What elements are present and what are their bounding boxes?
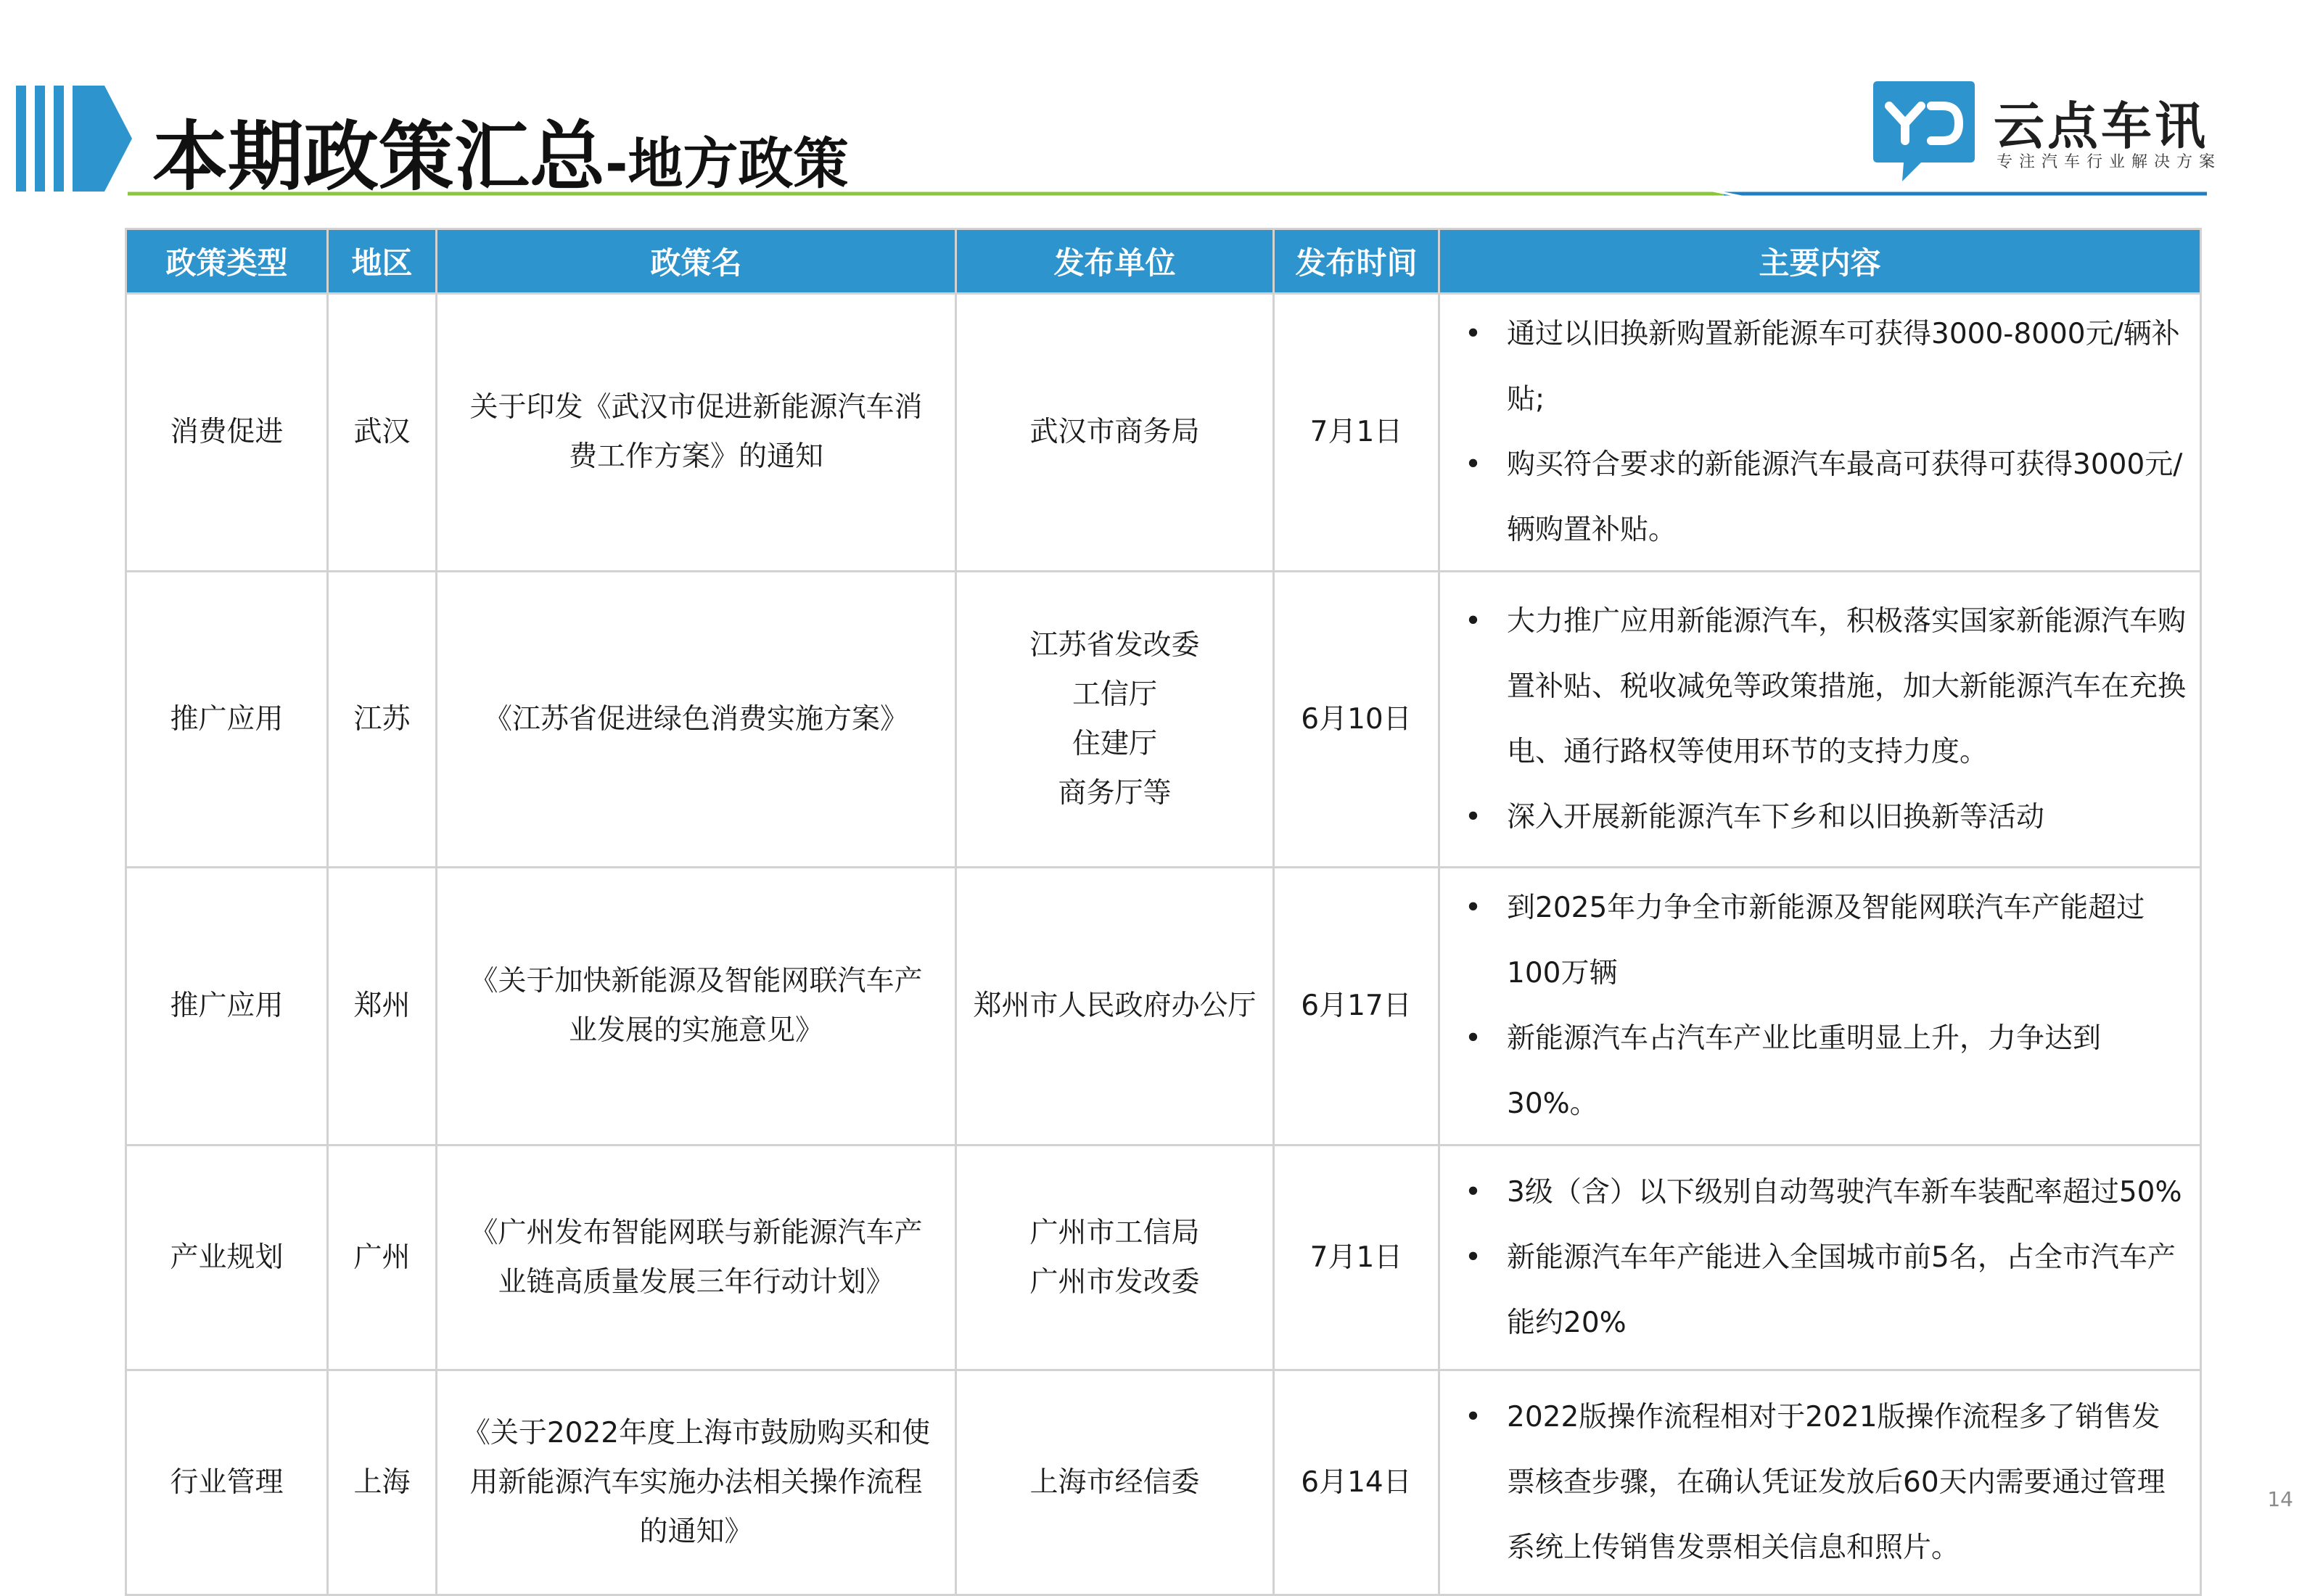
page-title-sub: -地方政策 bbox=[605, 131, 849, 196]
brand-tagline: 专注汽车行业解决方案 bbox=[1997, 153, 2222, 171]
cell-policy-name: 《广州发布智能网联与新能源汽车产业链高质量发展三年行动计划》 bbox=[437, 1145, 956, 1370]
table-row bbox=[126, 1370, 2201, 1595]
policy-table bbox=[125, 228, 2202, 1596]
cell-content bbox=[1439, 294, 2201, 572]
cell-region: 上海 bbox=[328, 1370, 437, 1595]
cell-content bbox=[1439, 868, 2201, 1145]
cell-date: 6月10日 bbox=[1274, 572, 1439, 868]
content-item: • 新能源汽车年产能进入全国城市前5名，占全市汽车产能约20% bbox=[1465, 1225, 2188, 1356]
cell-policy-name: 关于印发《武汉市促进新能源汽车消费工作方案》的通知 bbox=[437, 294, 956, 572]
header-region: 地区 bbox=[328, 229, 437, 294]
content-list bbox=[1465, 302, 2188, 563]
content-item: • 深入开展新能源汽车下乡和以旧换新等活动 bbox=[1465, 785, 2188, 850]
brand-name: 云点车讯 bbox=[1994, 96, 2208, 156]
cell-date: 7月1日 bbox=[1274, 1145, 1439, 1370]
cell-policy-name: 《关于加快新能源及智能网联汽车产业发展的实施意见》 bbox=[437, 868, 956, 1145]
cell-date: 6月17日 bbox=[1274, 868, 1439, 1145]
header-divider bbox=[128, 187, 2207, 200]
publisher-line: 商务厅等 bbox=[1058, 776, 1172, 810]
header-decoration-icon bbox=[16, 86, 132, 192]
cell-publisher bbox=[956, 294, 1274, 572]
table-row bbox=[126, 294, 2201, 572]
cell-policy-type: 产业规划 bbox=[126, 1145, 328, 1370]
cell-region: 郑州 bbox=[328, 868, 437, 1145]
cell-publisher bbox=[956, 572, 1274, 868]
page-title bbox=[152, 93, 849, 201]
table-row bbox=[126, 868, 2201, 1145]
page-number: 14 bbox=[2267, 1487, 2293, 1511]
content-list bbox=[1465, 876, 2188, 1137]
cell-region: 江苏 bbox=[328, 572, 437, 868]
content-item: • 新能源汽车占汽车产业比重明显上升，力争达到30%。 bbox=[1465, 1006, 2188, 1137]
cell-publisher bbox=[956, 1145, 1274, 1370]
header-content: 主要内容 bbox=[1439, 229, 2201, 294]
publisher-line: 住建厅 bbox=[1072, 727, 1157, 760]
table-row bbox=[126, 572, 2201, 868]
cell-date: 7月1日 bbox=[1274, 294, 1439, 572]
content-item: • 大力推广应用新能源汽车，积极落实国家新能源汽车购置补贴、税收减免等政策措施，加大新能源汽车在充换电、通行路权等使用环节的支持力度。 bbox=[1465, 589, 2188, 785]
cell-publisher bbox=[956, 868, 1274, 1145]
cell-policy-type: 推广应用 bbox=[126, 572, 328, 868]
content-item: • 购买符合要求的新能源汽车最高可获得可获得3000元/辆购置补贴。 bbox=[1465, 432, 2188, 563]
content-item: • 通过以旧换新购置新能源车可获得3000-8000元/辆补贴; bbox=[1465, 302, 2188, 432]
publisher-line: 武汉市商务局 bbox=[1029, 416, 1200, 448]
publisher-line: 广州市发改委 bbox=[1029, 1265, 1200, 1299]
publisher-line: 工信厅 bbox=[1072, 678, 1157, 711]
cell-policy-type: 行业管理 bbox=[126, 1370, 328, 1595]
cell-publisher bbox=[956, 1370, 1274, 1595]
publisher-line: 江苏省发改委 bbox=[1029, 628, 1200, 662]
header-publisher: 发布单位 bbox=[956, 229, 1274, 294]
brand-logo-icon bbox=[1870, 77, 1978, 186]
content-list bbox=[1465, 1385, 2188, 1581]
cell-policy-type: 推广应用 bbox=[126, 868, 328, 1145]
cell-content bbox=[1439, 572, 2201, 868]
content-item: • 3级（含）以下级别自动驾驶汽车新车装配率超过50% bbox=[1465, 1160, 2188, 1225]
content-item: • 到2025年力争全市新能源及智能网联汽车产能超过100万辆 bbox=[1465, 876, 2188, 1006]
publisher-line: 郑州市人民政府办公厅 bbox=[973, 990, 1257, 1022]
content-list bbox=[1465, 1160, 2188, 1356]
cell-region: 广州 bbox=[328, 1145, 437, 1370]
cell-date: 6月14日 bbox=[1274, 1370, 1439, 1595]
content-item: • 2022版操作流程相对于2021版操作流程多了销售发票核查步骤，在确认凭证发放后60天内需要通过管理系统上传销售发票相关信息和照片。 bbox=[1465, 1385, 2188, 1581]
table-row bbox=[126, 1145, 2201, 1370]
header-policy-name: 政策名 bbox=[437, 229, 956, 294]
cell-policy-type: 消费促进 bbox=[126, 294, 328, 572]
table-header-row bbox=[126, 229, 2201, 294]
cell-policy-name: 《关于2022年度上海市鼓励购买和使用新能源汽车实施办法相关操作流程的通知》 bbox=[437, 1370, 956, 1595]
cell-content bbox=[1439, 1145, 2201, 1370]
header-policy-type: 政策类型 bbox=[126, 229, 328, 294]
cell-policy-name: 《江苏省促进绿色消费实施方案》 bbox=[437, 572, 956, 868]
cell-content bbox=[1439, 1370, 2201, 1595]
brand-logo bbox=[1870, 77, 2222, 186]
cell-region: 武汉 bbox=[328, 294, 437, 572]
content-list bbox=[1465, 589, 2188, 850]
publisher-line: 上海市经信委 bbox=[1029, 1465, 1200, 1499]
page-title-main: 本期政策汇总 bbox=[152, 112, 606, 201]
header-date: 发布时间 bbox=[1274, 229, 1439, 294]
publisher-line: 广州市工信局 bbox=[1029, 1216, 1200, 1249]
